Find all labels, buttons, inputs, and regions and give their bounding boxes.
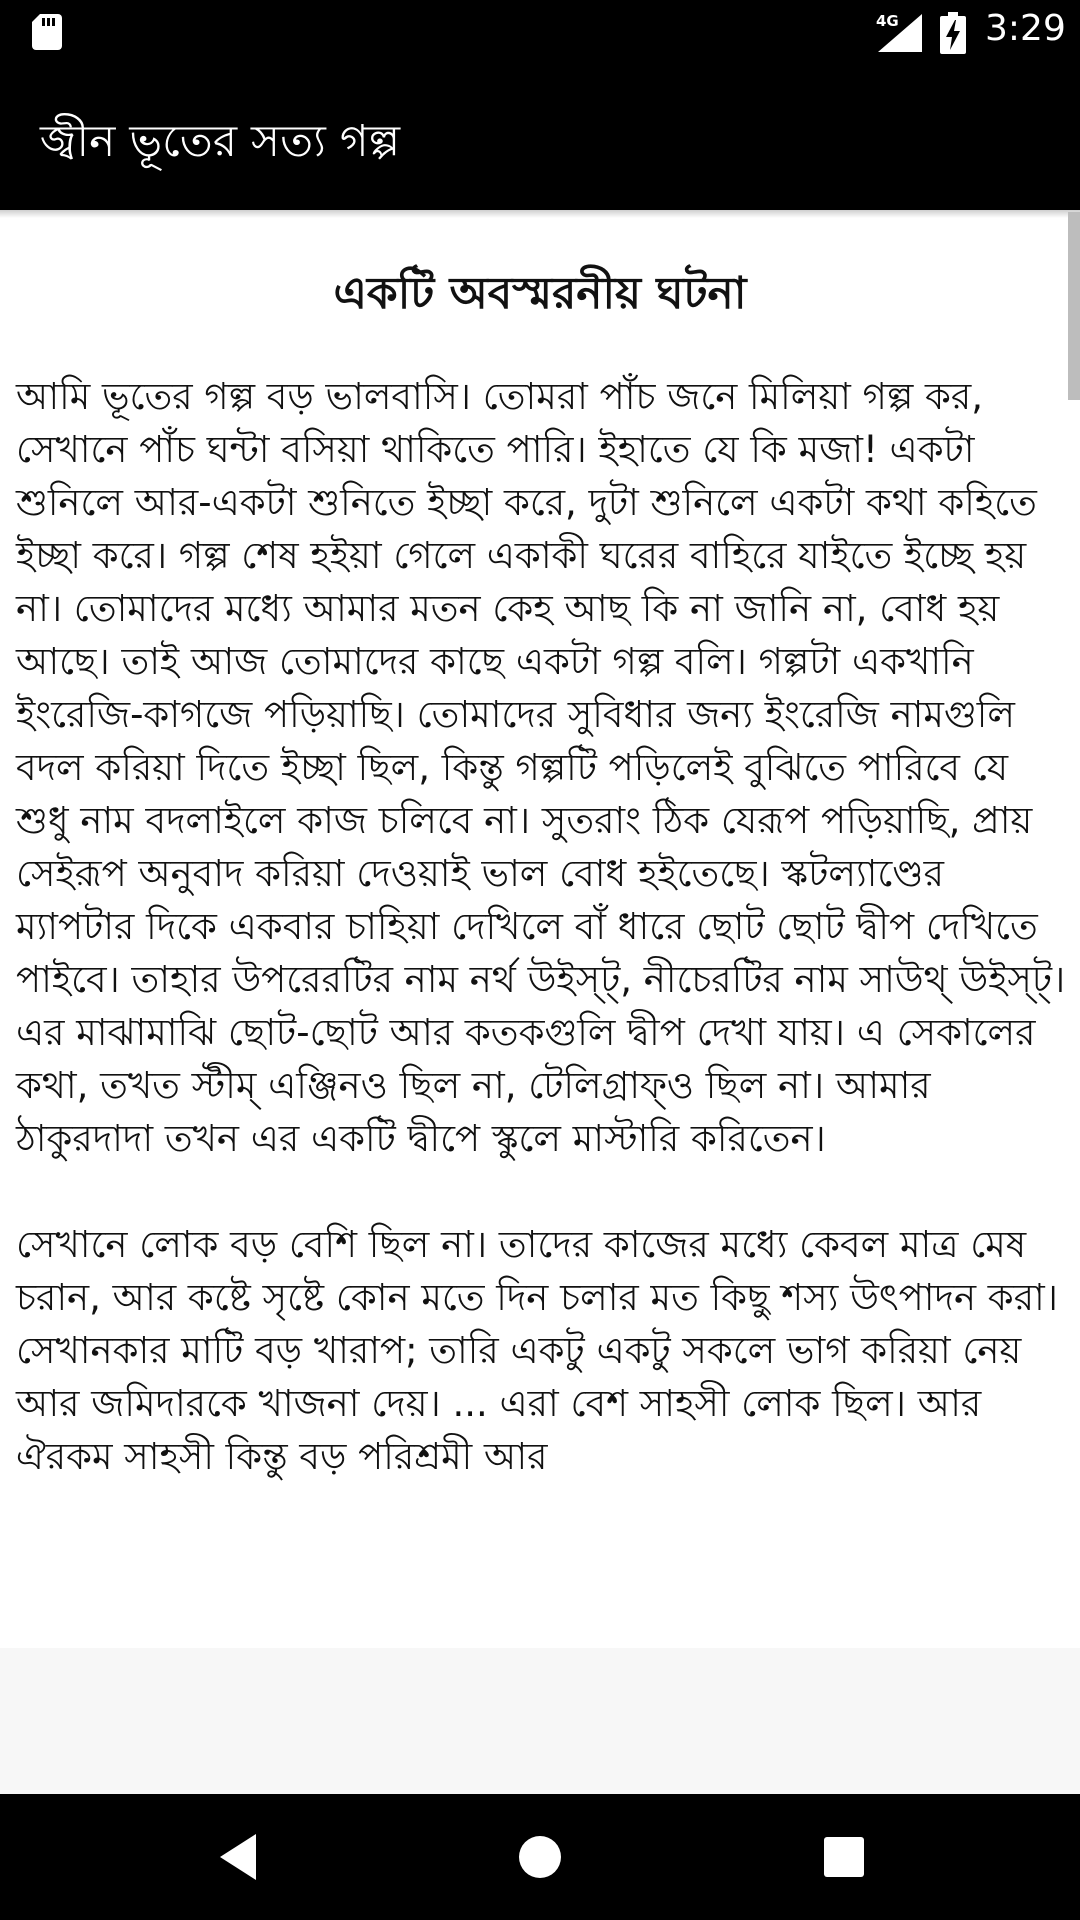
story-title: একটি অবস্মরনীয় ঘটনা <box>333 268 747 319</box>
story-paragraph: আমি ভূতের গল্প বড় ভালবাসি। তোমরা পাঁচ জনে মিলিয়া গল্প কর, সেখানে পাঁচ ঘন্টা বসিয়া থাকিতে পারি। ইহাতে যে কি মজা! একটা শুনিলে আর-একটা শুনিতে ইচ্ছা করে, দুটা শুনিলে একটা কথা কহিতে ইচ্ছা করে। গল্প শেষ হইয়া গেলে একাকী ঘরের বাহিরে যাইতে ইচ্ছে হয় না। তোমাদের মধ্যে আমার মতন কেহ আছ কি না জানি না, বোধ হয় আছে। তাই আজ তোমাদের কাছে একটা গল্প বলি। গল্পটা একখানি ইংরেজি-কাগজে পড়িয়াছি। তোমাদের সুবিধার জন্য ইংরেজি নামগুলি বদল করিয়া দিতে ইচ্ছা ছিল, কিন্তু গল্পটি পড়িলেই বুঝিতে পারিবে যে শুধু নাম বদলাইলে কাজ চলিবে না। সুতরাং ঠিক যেরূপ পড়িয়াছি, প্রায় সেইরূপ অনুবাদ করিয়া দেওয়াই ভাল বোধ হইতেছে। স্কটল্যাণ্ডের ম্যাপটার দিকে একবার চাহিয়া দেখিলে বাঁ ধারে ছোট ছোট দ্বীপ দেখিতে পাইবে। তাহার উপরেরটির নাম নর্থ উইস্ট্, নীচেরটির নাম সাউথ্ উইস্ট্। এর মাঝামাঝি ছোট-ছোট আর কতকগুলি দ্বীপ দেখা যায়। এ সেকালের কথা, তখত স্টীম্ এঞ্জিনও ছিল না, টেলিগ্রাফ্ও ছিল না। আমার ঠাকুরদাদা তখন এর একটি দ্বীপে স্কুলে মাস্টারি করিতেন। <box>16 375 1066 1160</box>
navigation-bar <box>0 1794 1080 1920</box>
recents-icon <box>823 1836 865 1878</box>
app-title: জ্বীন ভূতের সত্য গল্প <box>40 116 401 167</box>
story-body <box>16 370 1066 1536</box>
back-icon <box>216 1832 260 1882</box>
home-button[interactable] <box>510 1827 570 1887</box>
home-icon <box>517 1834 563 1880</box>
story-scroll-view[interactable] <box>0 210 1080 1648</box>
story-paragraph: সেখানে লোক বড় বেশি ছিল না। তাদের কাজের মধ্যে কেবল মাত্র মেষ চরান, আর কষ্টে সৃষ্টে কোন মতে দিন চলার মত কিছু শস্য উৎপাদন করা। সেখানকার মাটি বড় খারাপ; তারি একটু একটু সকলে ভাগ করিয়া নেয় আর জমিদারকে খাজনা দেয়। ... এরা বেশ সাহসী লোক ছিল। আর ঐরকম সাহসী কিন্তু বড় পরিশ্রমী আর <box>16 1223 1059 1478</box>
network-type-label: 4G <box>876 12 899 30</box>
status-clock: 3:29 <box>985 8 1066 49</box>
app-bar <box>0 64 1080 210</box>
battery-charging-icon <box>940 12 966 54</box>
bottom-blank-area <box>0 1648 1080 1794</box>
sd-card-icon <box>32 14 62 50</box>
status-bar <box>0 0 1080 64</box>
back-button[interactable] <box>208 1827 268 1887</box>
recents-button[interactable] <box>814 1827 874 1887</box>
signal-icon <box>878 14 922 52</box>
